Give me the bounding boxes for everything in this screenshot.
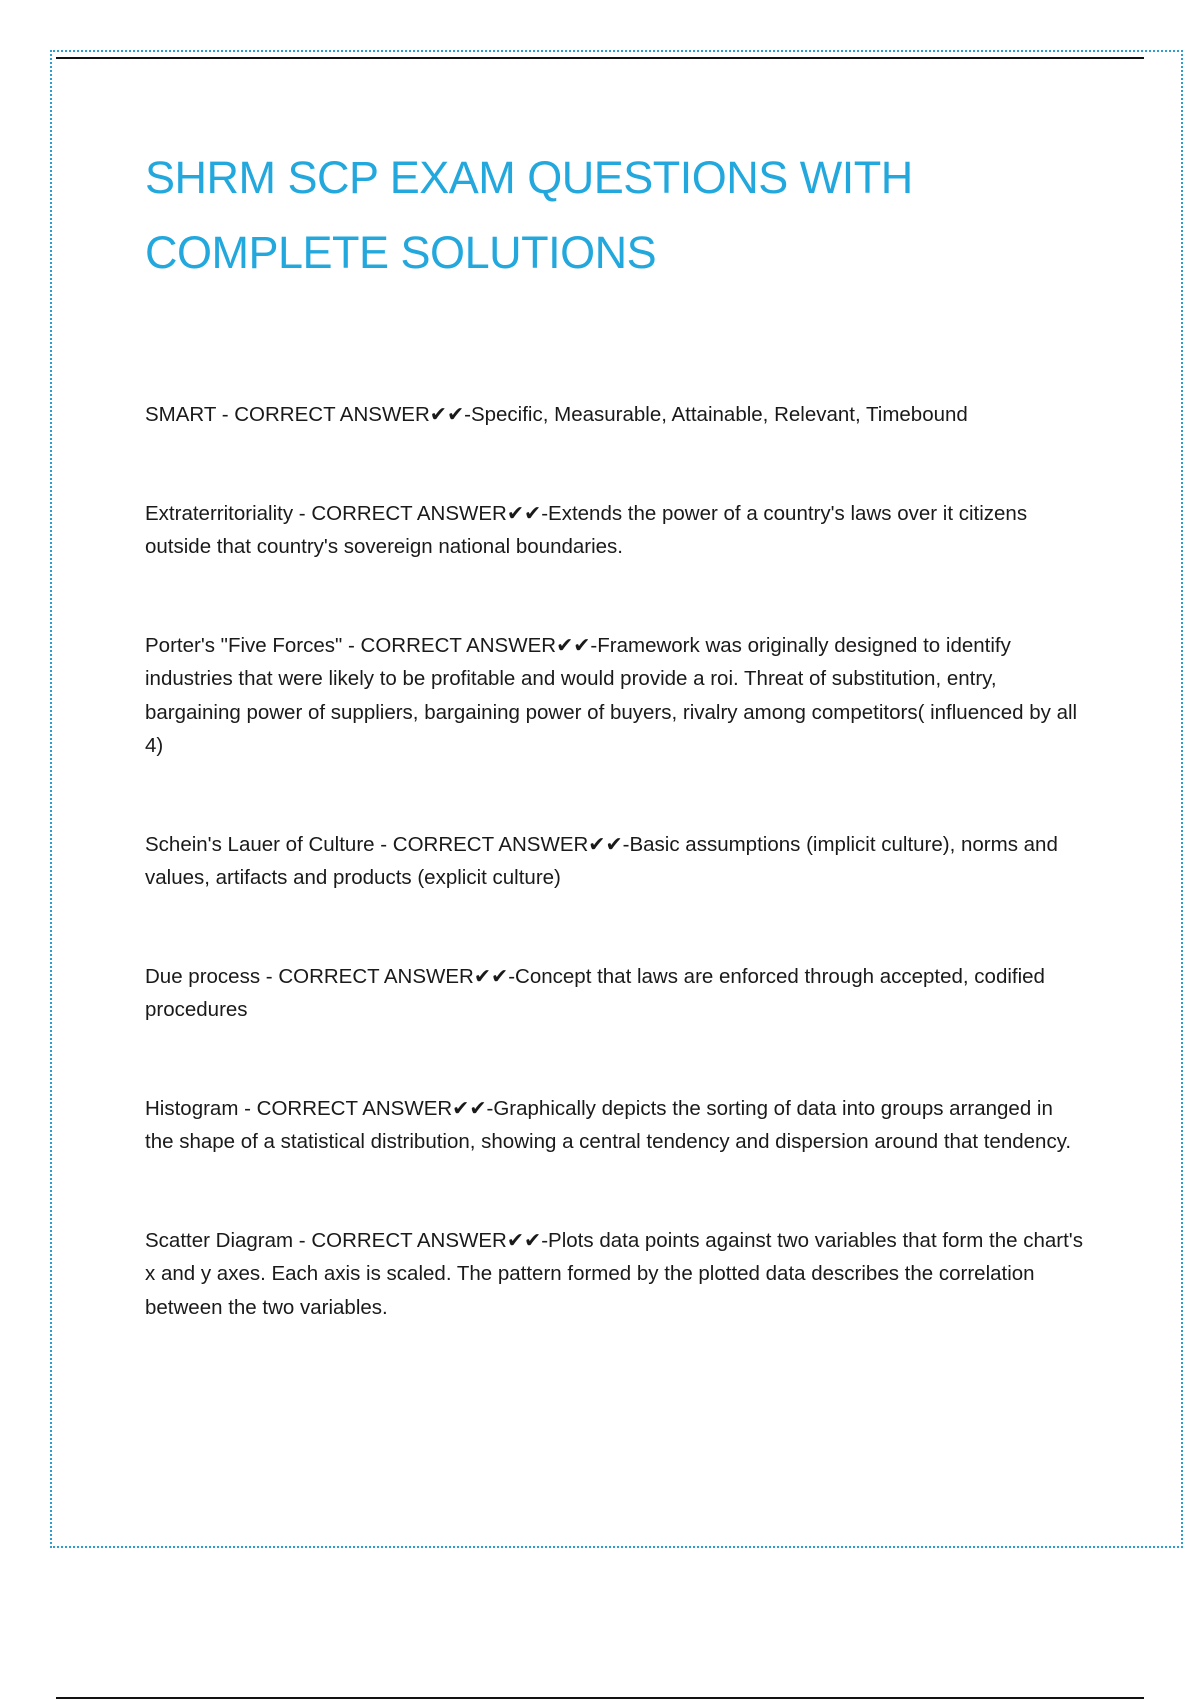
entry-term: Schein's Lauer of Culture [145,832,375,856]
entry-definition: -Framework was originally designed to identify industries that were likely to be profitable and would provide a roi. Threat of substitution, entry, bargaining power of suppliers, bargaining power of buyers, rivalry among competitors( influenced by all 4) [145,633,1078,757]
check-marks-icon: ✔✔ [473,964,509,988]
entry-definition: -Basic assumptions (implicit culture), norms and values, artifacts and products (explicit culture) [145,832,1058,889]
entry-separator: - [238,1096,257,1120]
bottom-rule [56,1697,1144,1699]
check-marks-icon: ✔✔ [506,1228,542,1252]
qa-entry-extraterritoriality [145,497,1085,564]
answer-label: CORRECT ANSWER [360,633,557,657]
qa-entry-scatter-diagram [145,1224,1085,1325]
entry-separator: - [216,403,235,426]
entry-term: SMART [145,403,217,426]
entry-separator: - [293,501,312,525]
entry-term: Scatter Diagram [145,1228,294,1252]
entry-separator: - [293,1228,312,1252]
answer-label: CORRECT ANSWER [311,1228,507,1252]
check-marks-icon: ✔✔ [588,832,623,856]
entry-term: Extraterritoriality [145,501,294,525]
qa-entry-smart [145,398,1085,432]
title-line-2: COMPLETE SOLUTIONS [145,227,657,278]
entry-definition: -Plots data points against two variables that form the chart's x and y axes. Each axis is scaled. The pattern formed by the plotted data describes the correlation between the two variables. [145,1228,1083,1319]
qa-entry-due-process [145,960,1085,1027]
qa-entry-schein-culture [145,828,1085,895]
answer-label: CORRECT ANSWER [234,403,430,426]
entry-definition: -Extends the power of a country's laws over it citizens outside that country's sovereign national boundaries. [145,501,1028,558]
entry-separator: - [374,832,393,856]
check-marks-icon: ✔✔ [452,1096,487,1120]
top-rule [56,57,1144,59]
entry-definition: -Graphically depicts the sorting of data into groups arranged in the shape of a statistical distribution, showing a central tendency and dispersion around that tendency. [145,1096,1072,1153]
check-marks-icon: ✔✔ [429,403,465,426]
check-marks-icon: ✔✔ [556,633,591,657]
entry-term: Due process [145,964,261,988]
answer-label: CORRECT ANSWER [311,501,507,525]
title-line-1: SHRM SCP EXAM QUESTIONS WITH [145,152,913,203]
entry-separator: - [342,633,361,657]
answer-label: CORRECT ANSWER [392,832,589,856]
entry-definition: -Specific, Measurable, Attainable, Relevant, Timebound [464,403,968,426]
document-title [145,140,1105,290]
check-marks-icon: ✔✔ [506,501,542,525]
answer-label: CORRECT ANSWER [278,964,474,988]
entry-term: Porter's "Five Forces" [145,633,343,657]
qa-list [145,398,1085,1324]
entry-term: Histogram [145,1096,239,1120]
qa-entry-five-forces [145,629,1085,763]
answer-label: CORRECT ANSWER [256,1096,453,1120]
entry-separator: - [260,964,279,988]
entry-definition: -Concept that laws are enforced through accepted, codified procedures [145,964,1045,1021]
qa-entry-histogram [145,1092,1085,1159]
